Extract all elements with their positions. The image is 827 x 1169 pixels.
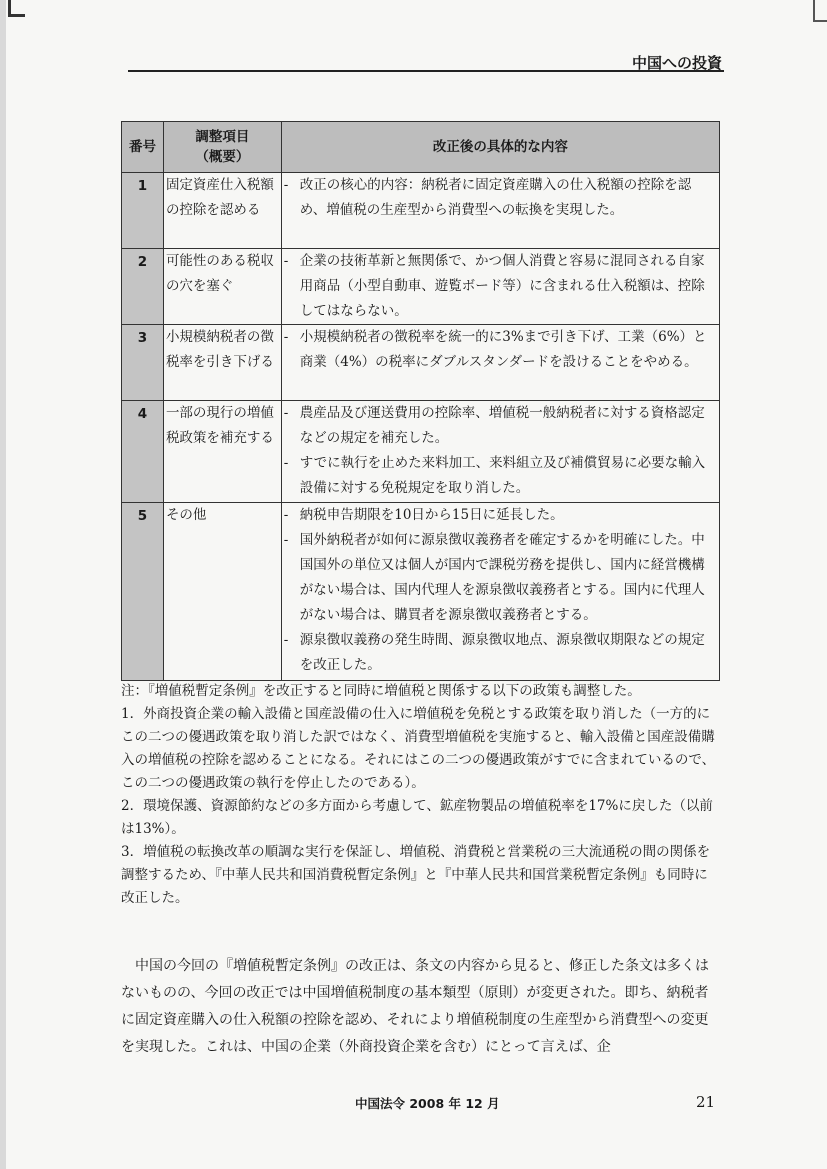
dash-marker: - (283, 507, 289, 523)
content-bullet (284, 401, 715, 451)
bullet-text: 納税申告期限を10日から15日に延長した。 (299, 507, 564, 523)
content-bullet (284, 628, 715, 678)
row-number: 1 (122, 173, 164, 249)
content-bullet (284, 528, 715, 628)
row-content (281, 325, 719, 401)
dash-marker: - (283, 253, 289, 269)
row-content (281, 503, 719, 681)
running-header-title: 中国への投資 (631, 54, 722, 72)
footer-journal: 中国法令 2008 年 12 月 (355, 1096, 500, 1111)
header-item-line1: 調整項目 (195, 129, 250, 145)
row-item: 固定資産仕入税額の控除を認める (163, 173, 281, 249)
header-content: 改正後の具体的な内容 (281, 122, 719, 173)
row-item: 可能性のある税収の穴を塞ぐ (163, 249, 281, 325)
row-content (281, 401, 719, 503)
page-number: 21 (696, 1093, 716, 1111)
content-bullet (284, 325, 715, 375)
dash-marker: - (283, 532, 289, 548)
bullet-text: 改正の核心的内容：納税者に固定資産購入の仕入税額の控除を認め、増値税の生産型から消費型への転換を実現した。 (299, 177, 692, 218)
row-item: 小規模納税者の徴税率を引き下げる (163, 325, 281, 401)
dash-marker: - (283, 405, 289, 421)
table-row (122, 173, 720, 249)
note-item: 3．増値税の転換改革の順調な実行を保証し、増値税、消費税と営業税の三大流通税の間の関係を調整するため、『中華人民共和国消費税暫定条例』と『中華人民共和国営業税暫定条例』も同時に改正した。 (121, 844, 711, 906)
bullet-text: すでに執行を止めた来料加工、来料組立及び補償貿易に必要な輸入設備に対する免税規定を取り消した。 (299, 455, 706, 496)
amendment-table (121, 121, 720, 681)
header-item (163, 122, 281, 173)
table-row (122, 401, 720, 503)
note-item: 1．外商投資企業の輸入設備と国産設備の仕入に増値税を免税とする政策を取り消した（一方的にこの二つの優遇政策を取り消した訳ではなく、消費型増値税を実施すると、輸入設備と国産設備購入の増値税の控除を認めることになる。それにはこの二つの優遇政策がすでに含まれているので、この二つの優遇政策の執行を停止したのである）。 (121, 706, 716, 791)
bullet-text: 小規模納税者の徴税率を統一的に3%まで引き下げ、工業（6%）と商業（4%）の税率にダブルスタンダードを設けることをやめる。 (299, 329, 707, 370)
row-number: 2 (122, 249, 164, 325)
row-number: 4 (122, 401, 164, 503)
header-number: 番号 (122, 122, 164, 173)
row-content (281, 173, 719, 249)
row-number: 3 (122, 325, 164, 401)
dash-marker: - (283, 177, 289, 193)
content-bullet (284, 173, 715, 223)
note-item: 2．環境保護、資源節約などの多方面から考慮して、鉱産物製品の増値税率を17%に戻した（以前は13%）。 (121, 798, 713, 837)
row-item: 一部の現行の増値税政策を補充する (163, 401, 281, 503)
header-item-line2: （概要） (195, 149, 250, 165)
table-note (121, 680, 721, 910)
bullet-text: 企業の技術革新と無関係で、かつ個人消費と容易に混同される自家用商品（小型自動車、遊覧ボード等）に含まれる仕入税額は、控除してはならない。 (299, 253, 705, 319)
note-intro: 注：『増値税暫定条例』を改正すると同時に増値税と関係する以下の政策も調整した。 (121, 683, 641, 699)
crop-mark-right (813, 0, 827, 22)
table-row (122, 503, 720, 681)
bullet-text: 農産品及び運送費用の控除率、増値税一般納税者に対する資格認定などの規定を補充した。 (299, 405, 705, 446)
header-rule (128, 70, 724, 72)
table-header-row (122, 122, 720, 173)
row-content (281, 249, 719, 325)
content-bullet (284, 249, 715, 324)
dash-marker: - (283, 455, 289, 471)
dash-marker: - (283, 632, 289, 648)
content-bullet (284, 503, 715, 528)
bullet-text: 国外納税者が如何に源泉徴収義務者を確定するかを明確にした。中国国外の単位又は個人が国内で課税労務を提供し、国内に経営機構がない場合は、国内代理人を源泉徴収義務者とする。国内に代理人がない場合は、購買者を源泉徴収義務者とする。 (299, 532, 705, 623)
table-row (122, 325, 720, 401)
bullet-text: 源泉徴収義務の発生時間、源泉徴収地点、源泉徴収期限などの規定を改正した。 (299, 632, 705, 673)
scan-edge (0, 0, 6, 1169)
body-paragraph: 中国の今回の『増値税暫定条例』の改正は、条文の内容から見ると、修正した条文は多くはないものの、今回の改正では中国増値税制度の基本類型（原則）が変更された。即ち、納税者に固定資産購入の仕入税額の控除を認め、それにより増値税制度の生産型から消費型への変更を実現した。これは、中国の企業（外商投資企業を含む）にとって言えば、企 (121, 958, 709, 1055)
row-item: その他 (163, 503, 281, 681)
dash-marker: - (283, 329, 289, 345)
table-row (122, 249, 720, 325)
content-bullet (284, 451, 715, 501)
row-number: 5 (122, 503, 164, 681)
crop-mark (8, 0, 25, 17)
